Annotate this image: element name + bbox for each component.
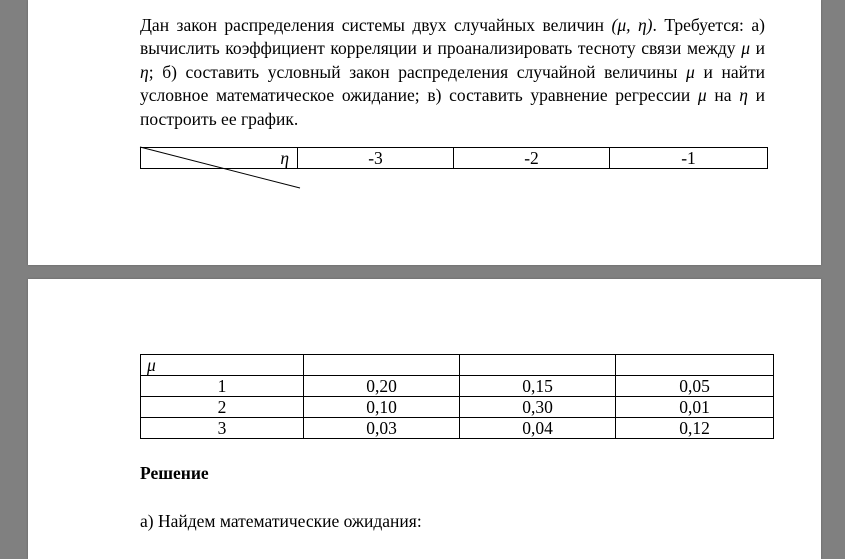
mu-value-cell: 2 [141, 397, 304, 418]
problem-text-3: ; б) составить условный закон распределения случайной величины [148, 61, 687, 82]
math-eta: η [140, 61, 149, 82]
eta-header-label: η [280, 148, 289, 168]
mu-value-cell: 1 [141, 376, 304, 397]
math-eta: η [739, 85, 748, 106]
probability-cell: 0,03 [304, 418, 460, 439]
problem-text-4: и найти условное математическое ожидание; в) составить уравнение регрессии [140, 61, 765, 106]
distribution-table-body [140, 354, 774, 439]
problem-text-on: на [706, 85, 740, 106]
probability-cell: 0,04 [460, 418, 616, 439]
empty-cell [616, 355, 774, 376]
probability-cell: 0,15 [460, 376, 616, 397]
math-mu: μ [686, 61, 695, 82]
eta-value-cell: -3 [298, 148, 454, 169]
math-mu: μ [697, 85, 707, 106]
probability-cell: 0,05 [616, 376, 774, 397]
table-mu-header-row [141, 355, 774, 376]
probability-cell: 0,10 [304, 397, 460, 418]
probability-cell: 0,01 [616, 397, 774, 418]
eta-value-cell: -1 [610, 148, 768, 169]
problem-text-1: Дан закон распределения системы двух случайных величин [140, 15, 612, 35]
table-row [141, 418, 774, 439]
table-row [141, 397, 774, 418]
empty-cell [460, 355, 616, 376]
table-row [141, 376, 774, 397]
page-2 [28, 279, 821, 559]
problem-text-5: и построить ее график. [140, 85, 765, 129]
mu-value-cell: 3 [141, 418, 304, 439]
math-pair-mu-eta: (μ, η) [611, 15, 653, 35]
page-1 [28, 0, 821, 265]
solution-step-a: а) Найдем математические ожидания: [140, 511, 422, 531]
table-corner-diagonal [140, 147, 300, 189]
probability-cell: 0,30 [460, 397, 616, 418]
math-mu: μ [741, 38, 750, 59]
probability-cell: 0,12 [616, 418, 774, 439]
problem-text-2: . Требуется: а) вычислить коэффициент корреляции и проанализировать тесноту связи между [140, 15, 765, 59]
eta-value-cell: -2 [454, 148, 610, 169]
problem-statement [140, 14, 765, 131]
probability-cell: 0,20 [304, 376, 460, 397]
empty-cell [304, 355, 460, 376]
mu-header-label: μ [141, 355, 304, 376]
problem-text-and: и [750, 38, 765, 59]
solution-heading: Решение [140, 463, 209, 483]
